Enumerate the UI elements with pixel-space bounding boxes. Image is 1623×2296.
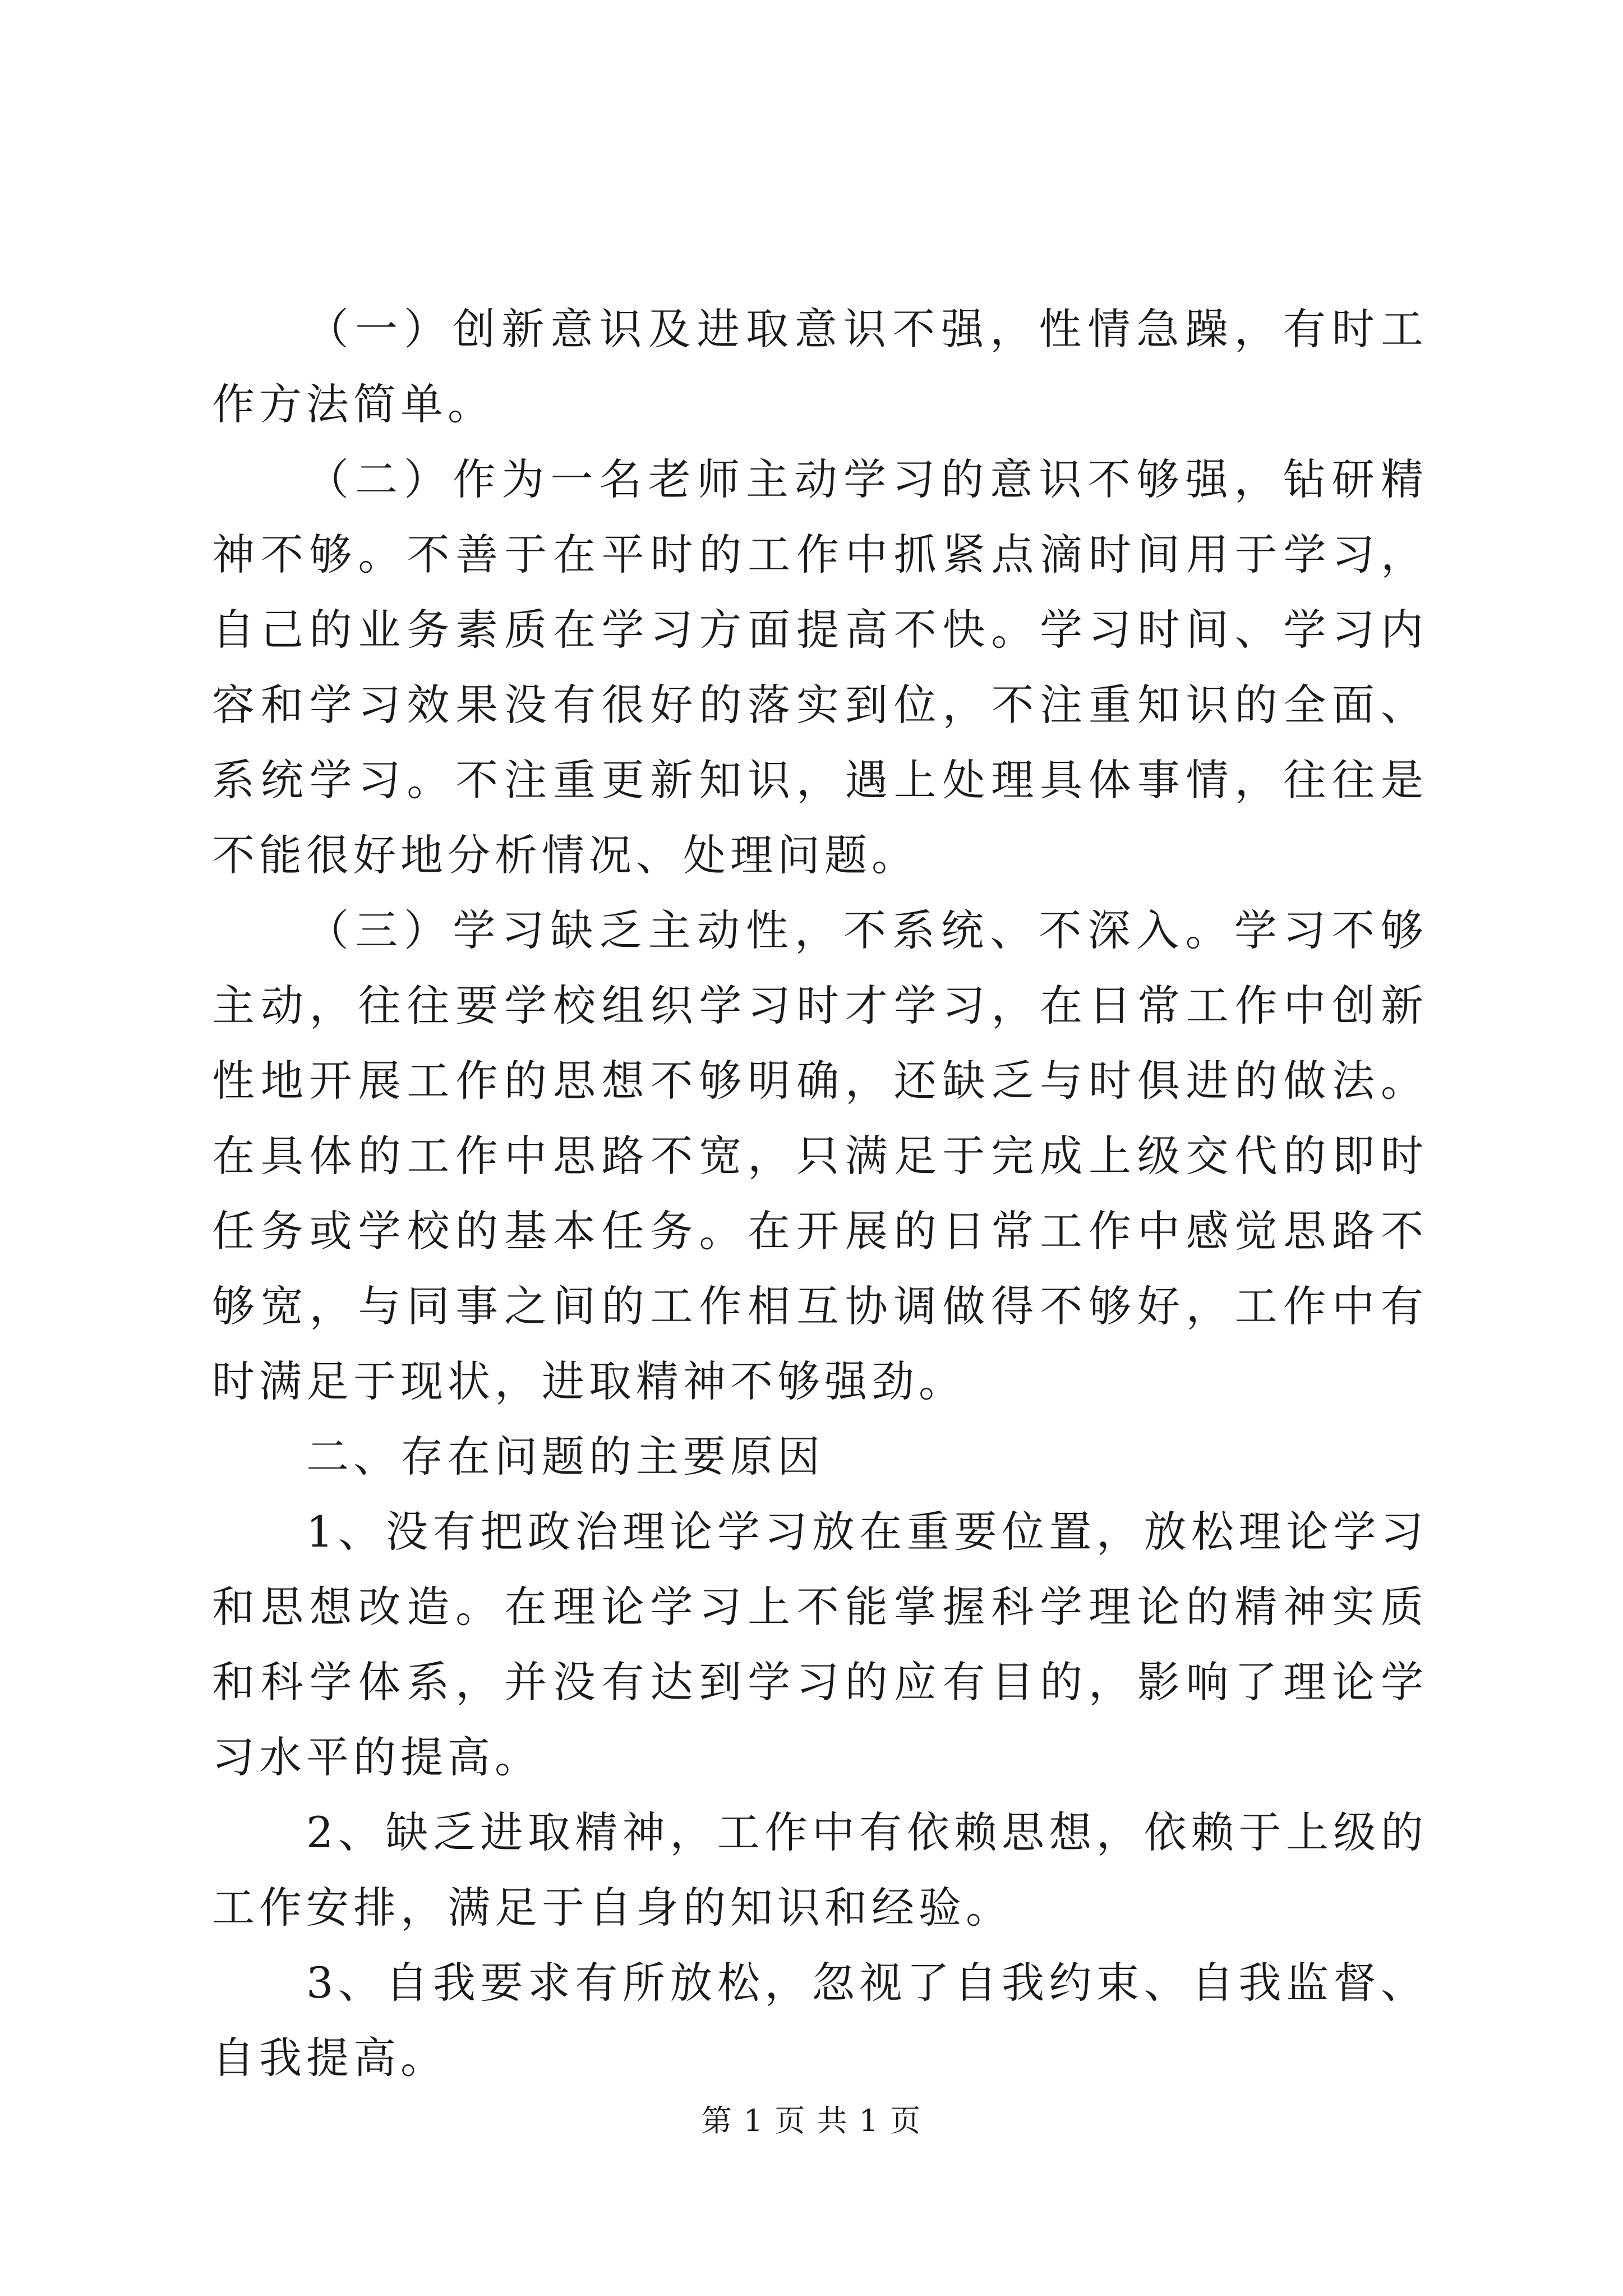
page-footer: 第 1 页 共 1 页 (701, 2103, 922, 2138)
section-heading: 二、存在问题的主要原因 (306, 1432, 824, 1481)
paragraph-2: （二）作为一名老师主动学习的意识不够强，钻研精神不够。不善于在平时的工作中抓紧点滴时间用于学习，自己的业务素质在学习方面提高不快。学习时间、学习内容和学习效果没有很好的落实到位，不注重知识的全面、系统学习。不注重更新知识，遇上处理具体事情，往往是不能很好地分析情况、处理问题。 (212, 454, 1428, 880)
paragraph-4: 1、没有把政治理论学习放在重要位置，放松理论学习和思想改造。在理论学习上不能掌握科学理论的精神实质和科学体系，并没有达到学习的应有目的，影响了理论学习水平的提高。 (212, 1507, 1428, 1782)
document-body (212, 292, 1428, 2096)
paragraph-1: （一）创新意识及进取意识不强，性情急躁，有时工作方法简单。 (212, 304, 1428, 429)
paragraph-6: 3、自我要求有所放松，忽视了自我约束、自我监督、自我提高。 (212, 1958, 1428, 2083)
paragraph-3: （三）学习缺乏主动性，不系统、不深入。学习不够主动，往往要学校组织学习时才学习，在日常工作中创新性地开展工作的思想不够明确，还缺乏与时俱进的做法。在具体的工作中思路不宽，只满足于完成上级交代的即时任务或学校的基本任务。在开展的日常工作中感觉思路不够宽，与同事之间的工作相互协调做得不够好，工作中有时满足于现状，进取精神不够强劲。 (212, 905, 1428, 1406)
paragraph-5: 2、缺乏进取精神，工作中有依赖思想，依赖于上级的工作安排，满足于自身的知识和经验。 (212, 1807, 1428, 1932)
